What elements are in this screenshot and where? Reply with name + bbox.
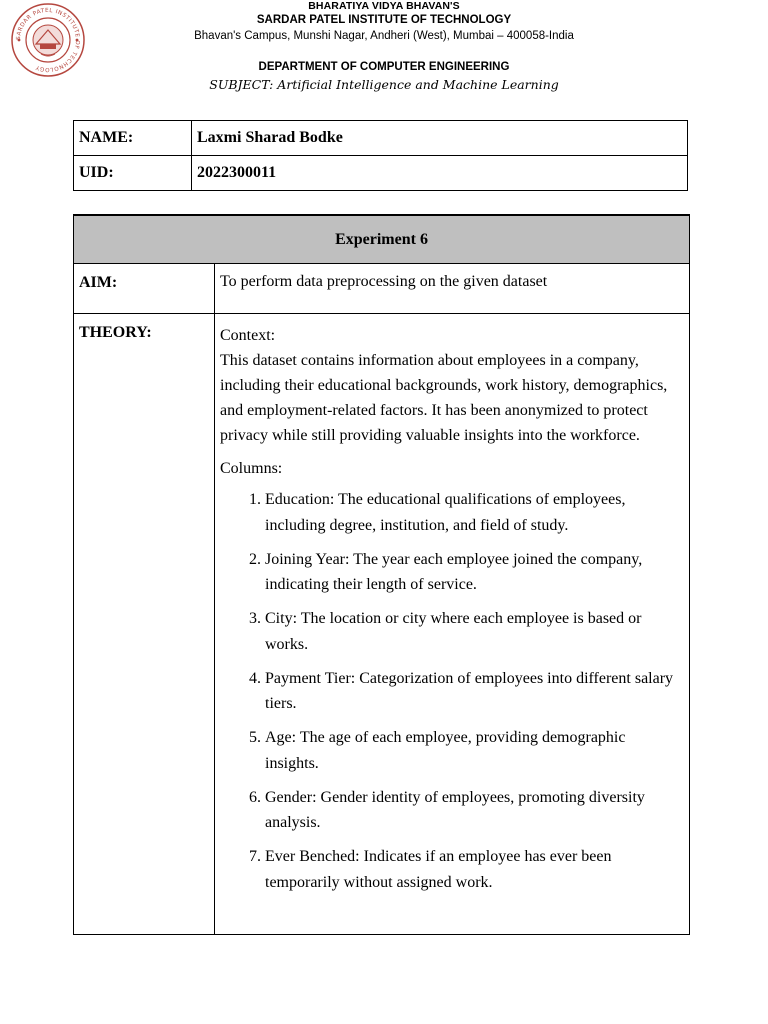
experiment-title: Experiment 6 [74, 215, 690, 264]
institution-trust-name: BHARATIYA VIDYA BHAVAN'S [308, 0, 460, 12]
name-label: NAME: [74, 121, 192, 156]
list-item: 3. City: The location or city where each employee is based or works. [265, 606, 683, 657]
institution-address: Bhavan's Campus, Munshi Nagar, Andheri (West), Mumbai – 400058-India [194, 30, 574, 42]
columns-list [220, 487, 683, 895]
list-item: 6. Gender: Gender identity of employees, promoting diversity analysis. [265, 785, 683, 836]
list-item: 2. Joining Year: The year each employee joined the company, indicating their length of service. [265, 547, 683, 598]
experiment-title-row [74, 215, 690, 264]
uid-row [74, 156, 688, 191]
aim-value: To perform data preprocessing on the given dataset [215, 264, 690, 314]
svg-text:SARDAR PATEL INSTITUTE OF TECH: SARDAR PATEL INSTITUTE OF TECHNOLOGY [15, 7, 81, 73]
student-info-table [73, 120, 688, 191]
institution-name: SARDAR PATEL INSTITUTE OF TECHNOLOGY [256, 14, 512, 26]
list-item: 1. Education: The educational qualifications of employees, including degree, institution, and field of study. [265, 487, 683, 538]
list-item: 5. Age: The age of each employee, providing demographic insights. [265, 725, 683, 776]
columns-heading: Columns: [220, 460, 283, 477]
theory-content [215, 314, 690, 935]
uid-label: UID: [74, 156, 192, 191]
theory-row [74, 314, 690, 935]
list-item: 7. Ever Benched: Indicates if an employee has ever been temporarily without assigned work. [265, 844, 683, 895]
aim-row [74, 264, 690, 314]
theory-label: THEORY: [74, 314, 215, 935]
context-text: This dataset contains information about employees in a company, including their educational backgrounds, work history, demographics, and employment-related factors. It has been anonymized to protect privacy while still providing valuable insights into the workforce. [220, 352, 668, 444]
name-value: Laxmi Sharad Bodke [192, 121, 688, 156]
list-item: 4. Payment Tier: Categorization of employees into different salary tiers. [265, 666, 683, 717]
experiment-table [73, 214, 690, 935]
name-row [74, 121, 688, 156]
uid-value: 2022300011 [192, 156, 688, 191]
aim-label: AIM: [74, 264, 215, 314]
subject-line: SUBJECT: Artificial Intelligence and Machine Learning [209, 77, 559, 92]
department-name: DEPARTMENT OF COMPUTER ENGINEERING [258, 61, 510, 73]
context-heading: Context: [220, 327, 276, 344]
